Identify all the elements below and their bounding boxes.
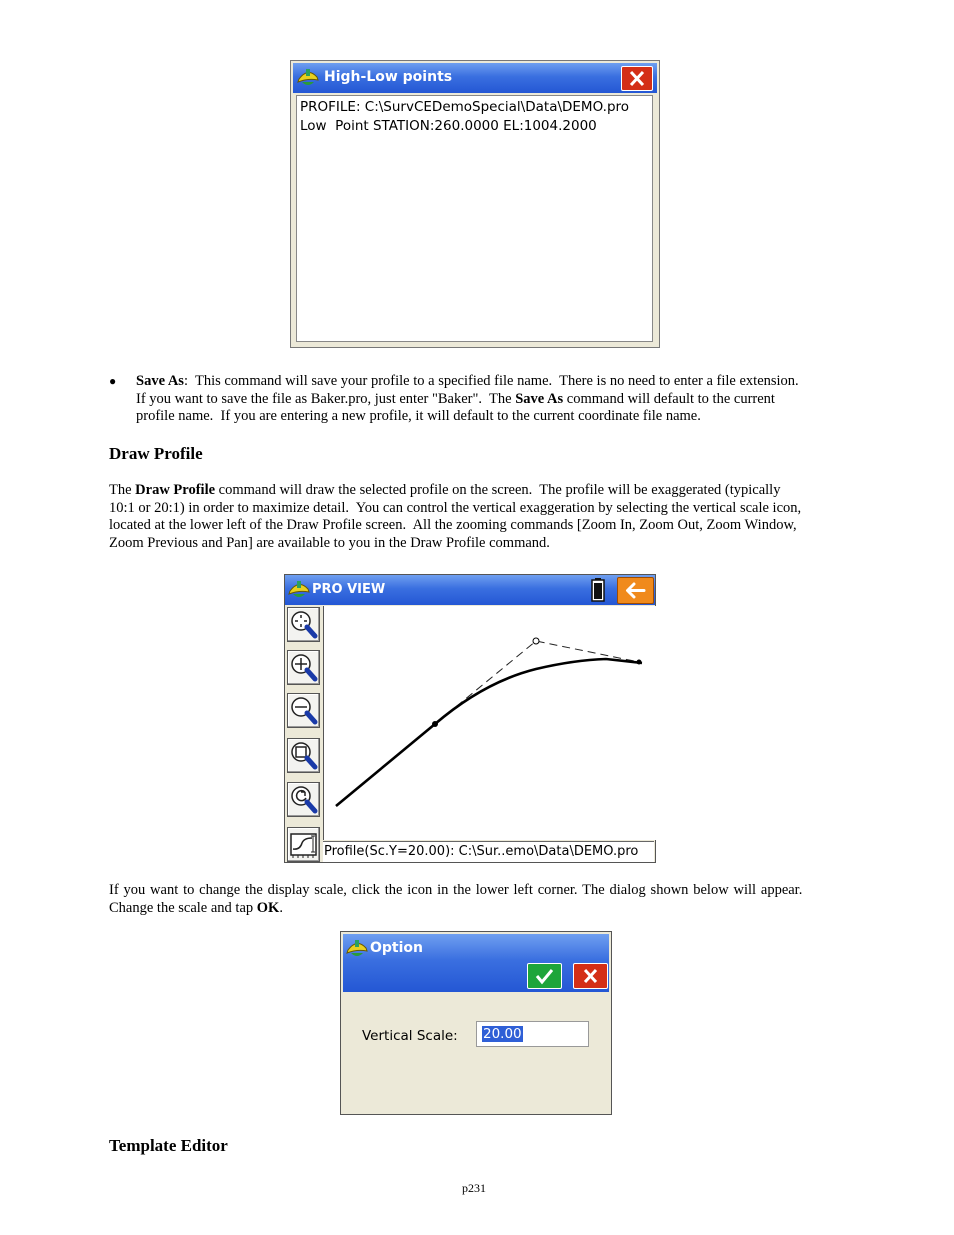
high-low-text-area[interactable]	[296, 95, 653, 342]
high-low-title-bar	[293, 63, 657, 93]
zoom-window-icon	[288, 739, 319, 772]
scale-text-2c: .	[279, 900, 283, 916]
close-icon	[622, 67, 652, 90]
save-as-line-1	[136, 373, 799, 391]
draw-profile-line-4: Zoom Previous and Pan] are available to you in the Draw Profile command.	[109, 535, 550, 551]
draw-profile-term: Draw Profile	[135, 482, 216, 498]
pro-view-title: PRO VIEW	[312, 582, 386, 597]
zoom-out-button[interactable]	[287, 693, 320, 728]
high-low-line-low-point: Low Point STATION:260.0000 EL:1004.2000	[300, 118, 597, 134]
save-as-text-1: : This command will save your profile to a specified file name. There is no need to enter a file extension.	[183, 373, 799, 389]
high-low-dialog	[290, 60, 660, 348]
profile-tangent-lines	[336, 641, 639, 806]
zoom-in-button[interactable]	[287, 650, 320, 685]
back-arrow-icon	[618, 578, 653, 603]
draw-profile-line-1	[109, 482, 780, 500]
check-icon	[528, 964, 561, 988]
save-as-text-3: command will default to the current	[563, 391, 775, 407]
vertical-scale-label: Vertical Scale:	[362, 1028, 458, 1044]
draw-profile-line-3: located at the lower left of the Draw Profile screen. All the zooming commands [Zoom In, Zoom Out, Zoom Window,	[109, 517, 797, 533]
app-logo-icon	[296, 66, 320, 90]
option-dialog	[340, 931, 612, 1115]
save-as-bullet: ●	[109, 374, 117, 388]
ok-term: OK	[256, 900, 280, 916]
high-low-line-profile: PROFILE: C:\SurvCEDemoSpecial\Data\DEMO.pro	[300, 99, 630, 115]
vertical-scale-button[interactable]	[287, 827, 320, 862]
profile-pvi-point	[533, 638, 539, 644]
zoom-extents-button[interactable]	[287, 607, 320, 642]
pro-view-title-bar	[285, 575, 655, 605]
app-logo-icon	[287, 578, 311, 602]
battery-icon	[591, 578, 605, 602]
zoom-out-icon	[288, 694, 319, 727]
high-low-title: High-Low points	[324, 69, 453, 85]
draw-profile-text-1a: The	[109, 482, 136, 498]
app-logo-icon	[345, 937, 369, 961]
template-editor-heading: Template Editor	[109, 1136, 228, 1155]
scale-text-2a: Change the scale and tap	[109, 900, 257, 916]
zoom-previous-button[interactable]	[287, 782, 320, 817]
zoom-window-button[interactable]	[287, 738, 320, 773]
draw-profile-text-1c: command will draw the selected profile on the screen. The profile will be exaggerated (typically	[215, 482, 781, 498]
vertical-scale-input[interactable]	[476, 1021, 589, 1047]
profile-drawing	[324, 606, 656, 840]
save-as-term: Save As	[136, 373, 184, 389]
cancel-button[interactable]	[573, 963, 608, 989]
ok-button[interactable]	[527, 963, 562, 989]
zoom-in-icon	[288, 651, 319, 684]
back-button[interactable]	[617, 577, 654, 604]
save-as-line-3: profile name. If you are entering a new profile, it will default to the current coordinate file name.	[136, 408, 701, 424]
profile-end-point	[637, 660, 642, 665]
save-as-line-2	[136, 391, 775, 409]
scale-line-2	[109, 900, 283, 918]
close-icon	[574, 964, 607, 988]
option-title: Option	[370, 940, 423, 956]
draw-profile-line-2: 10:1 or 20:1) in order to maximize detail. You can control the vertical exaggeration by selecting the vertical scale icon,	[109, 500, 802, 516]
save-as-term-2: Save As	[515, 391, 564, 407]
option-title-bar	[343, 934, 609, 992]
profile-canvas[interactable]	[323, 606, 656, 840]
page-number: p231	[462, 1181, 486, 1195]
vertical-scale-value: 20.00	[483, 1026, 522, 1042]
zoom-extents-icon	[288, 608, 319, 641]
close-button[interactable]	[621, 66, 653, 91]
scale-line-1: If you want to change the display scale, click the icon in the lower left corner. The dialog shown below will appear.	[109, 882, 803, 898]
pro-view-window	[284, 574, 656, 863]
zoom-previous-icon	[288, 783, 319, 816]
vertical-scale-icon	[288, 828, 319, 861]
save-as-text-2: If you want to save the file as Baker.pro, just enter "Baker". The	[136, 391, 516, 407]
profile-point	[432, 721, 438, 727]
draw-profile-heading: Draw Profile	[109, 444, 203, 463]
profile-curve	[336, 659, 642, 806]
pro-view-status-bar: Profile(Sc.Y=20.00): C:\Sur..emo\Data\DEMO.pro	[323, 841, 654, 862]
